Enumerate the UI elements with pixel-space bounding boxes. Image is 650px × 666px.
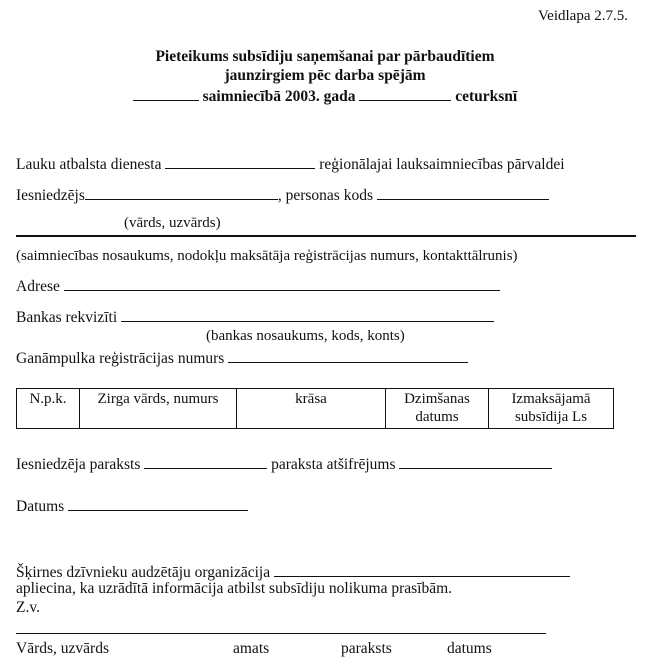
signature-blank[interactable] bbox=[144, 454, 267, 469]
address-blank[interactable] bbox=[64, 276, 500, 291]
signature-decode-label: paraksta atšifrējums bbox=[271, 456, 396, 473]
applicant-label: Iesniedzējs bbox=[16, 187, 85, 204]
herd-blank[interactable] bbox=[228, 348, 468, 363]
bank-row bbox=[16, 307, 494, 327]
date-blank[interactable] bbox=[68, 496, 248, 511]
applicant-row bbox=[16, 185, 549, 205]
label-position: amats bbox=[233, 640, 270, 657]
bank-hint: (bankas nosaukums, kods, konts) bbox=[206, 328, 405, 344]
farm-hint: (saimniecības nosaukums, nodokļu maksātāja reģistrācijas numurs, kontakttālrunis) bbox=[16, 248, 518, 264]
personal-code-label: , personas kods bbox=[277, 187, 374, 204]
title-line-3-mid: saimniecībā 2003. gada bbox=[202, 88, 356, 105]
table-header-row bbox=[17, 389, 614, 429]
label-date: datums bbox=[447, 640, 492, 657]
signature-label: Iesniedzēja paraksts bbox=[16, 456, 141, 473]
org-row bbox=[16, 562, 570, 582]
herd-label: Ganāmpulka reģistrācijas numurs bbox=[16, 350, 225, 367]
org-blank[interactable] bbox=[274, 562, 570, 577]
personal-code-blank[interactable] bbox=[377, 185, 549, 200]
col-horse-name: Zirga vārds, numurs bbox=[80, 389, 237, 429]
horse-table bbox=[16, 388, 614, 429]
col-birth-date: Dzimšanas datums bbox=[386, 389, 489, 429]
support-service-suffix: reģionālajai lauksaimniecības pārvaldei bbox=[319, 156, 565, 173]
farm-name-line[interactable] bbox=[16, 235, 636, 237]
title-line-1: Pieteikums subsīdiju saņemšanai par pārbaudītiem bbox=[155, 48, 495, 65]
title-line-3 bbox=[0, 86, 650, 106]
form-number: Veidlapa 2.7.5. bbox=[538, 8, 628, 24]
col-color: krāsa bbox=[237, 389, 386, 429]
col-subsidy: Izmaksājamā subsīdija Ls bbox=[489, 389, 614, 429]
applicant-blank[interactable] bbox=[85, 185, 278, 200]
stamp-label: Z.v. bbox=[16, 599, 40, 616]
date-row bbox=[16, 496, 248, 516]
herd-row bbox=[16, 348, 468, 368]
org-label: Šķirnes dzīvnieku audzētāju organizācija bbox=[16, 564, 271, 581]
official-signature-line[interactable] bbox=[16, 633, 546, 634]
col-npk: N.p.k. bbox=[17, 389, 80, 429]
label-name: Vārds, uzvārds bbox=[16, 640, 109, 657]
support-service-blank[interactable] bbox=[165, 154, 315, 169]
signature-decode-blank[interactable] bbox=[399, 454, 552, 469]
signature-row bbox=[16, 454, 552, 474]
title-line-3-end: ceturksnī bbox=[455, 88, 518, 105]
date-label: Datums bbox=[16, 498, 65, 515]
label-signature: paraksts bbox=[341, 640, 392, 657]
address-row bbox=[16, 276, 500, 296]
certification-statement: apliecina, ka uzrādītā informācija atbilst subsīdiju nolikuma prasībām. bbox=[16, 580, 453, 597]
bank-blank[interactable] bbox=[121, 307, 494, 322]
quarter-blank[interactable] bbox=[359, 86, 451, 101]
bank-label: Bankas rekvizīti bbox=[16, 309, 118, 326]
address-label: Adrese bbox=[16, 278, 60, 295]
title-line-2: jaunzirgiem pēc darba spējām bbox=[224, 67, 426, 84]
name-hint: (vārds, uzvārds) bbox=[124, 215, 221, 231]
support-service-label: Lauku atbalsta dienesta bbox=[16, 156, 162, 173]
farm-blank[interactable] bbox=[133, 86, 199, 101]
support-service-row bbox=[16, 154, 565, 174]
